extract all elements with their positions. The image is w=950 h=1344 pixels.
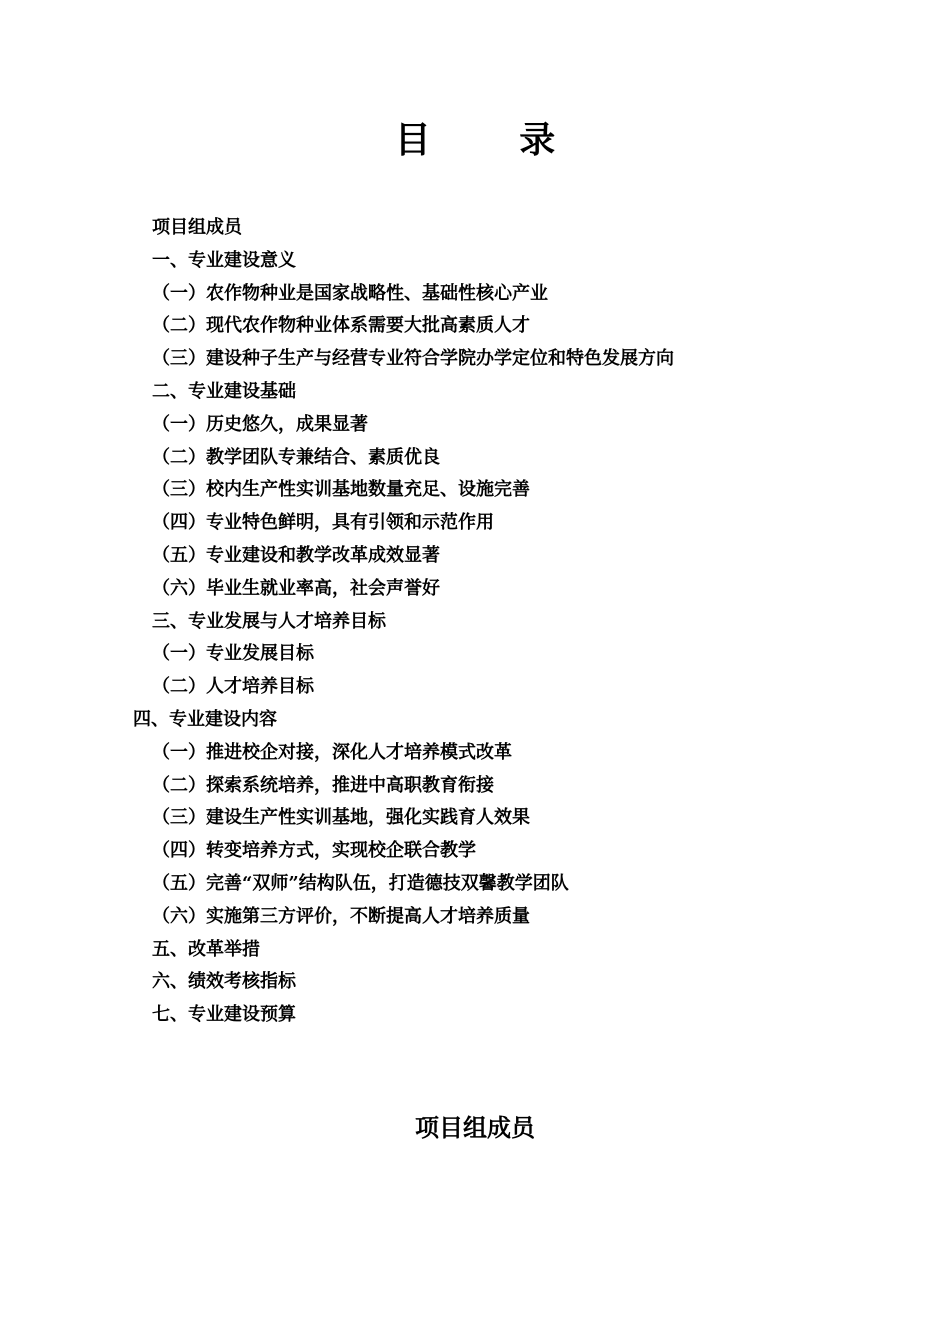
toc-entry[interactable]: 六、绩效考核指标 <box>152 971 296 993</box>
toc-entry[interactable]: （一）专业发展目标 <box>152 643 314 665</box>
toc-entry[interactable]: 一、专业建设意义 <box>152 249 296 271</box>
toc-entry[interactable]: （四）转变培养方式，实现校企联合教学 <box>152 840 476 862</box>
toc-entry[interactable]: （二）现代农作物种业体系需要大批高素质人才 <box>152 315 530 337</box>
toc-entry[interactable]: （三）建设生产性实训基地，强化实践育人效果 <box>152 807 530 829</box>
toc-entry[interactable]: 五、改革举措 <box>152 938 260 960</box>
toc-entry[interactable]: （六）实施第三方评价，不断提高人才培养质量 <box>152 905 530 927</box>
toc-entry[interactable]: （一）农作物种业是国家战略性、基础性核心产业 <box>152 282 548 304</box>
toc-entry[interactable]: 七、专业建设预算 <box>152 1004 296 1026</box>
toc-entry[interactable]: 二、专业建设基础 <box>152 380 296 402</box>
toc-entry[interactable]: （六）毕业生就业率高，社会声誉好 <box>152 577 440 599</box>
toc-entry[interactable]: （二）人才培养目标 <box>152 676 314 698</box>
toc-entry[interactable]: （一）历史悠久，成果显著 <box>152 413 368 435</box>
toc-entry[interactable]: （三）建设种子生产与经营专业符合学院办学定位和特色发展方向 <box>152 348 674 370</box>
toc-entry[interactable]: 四、专业建设内容 <box>133 708 277 730</box>
toc-title: 目 录 <box>394 119 594 161</box>
toc-entry[interactable]: （二）教学团队专兼结合、素质优良 <box>152 446 440 468</box>
toc-entry[interactable]: （四）专业特色鲜明，具有引领和示范作用 <box>152 512 494 534</box>
section-title: 项目组成员 <box>415 1113 535 1142</box>
toc-entry[interactable]: 三、专业发展与人才培养目标 <box>152 610 386 632</box>
toc-entry[interactable]: 项目组成员 <box>152 217 242 238</box>
toc-entry[interactable]: （五）完善“双师”结构队伍，打造德技双馨教学团队 <box>152 872 569 894</box>
toc-entry[interactable]: （三）校内生产性实训基地数量充足、设施完善 <box>152 479 530 501</box>
toc-entry[interactable]: （一）推进校企对接，深化人才培养模式改革 <box>152 741 512 763</box>
toc-entry[interactable]: （五）专业建设和教学改革成效显著 <box>152 544 440 566</box>
toc-list <box>0 212 950 1032</box>
toc-entry[interactable]: （二）探索系统培养，推进中高职教育衔接 <box>152 774 494 796</box>
